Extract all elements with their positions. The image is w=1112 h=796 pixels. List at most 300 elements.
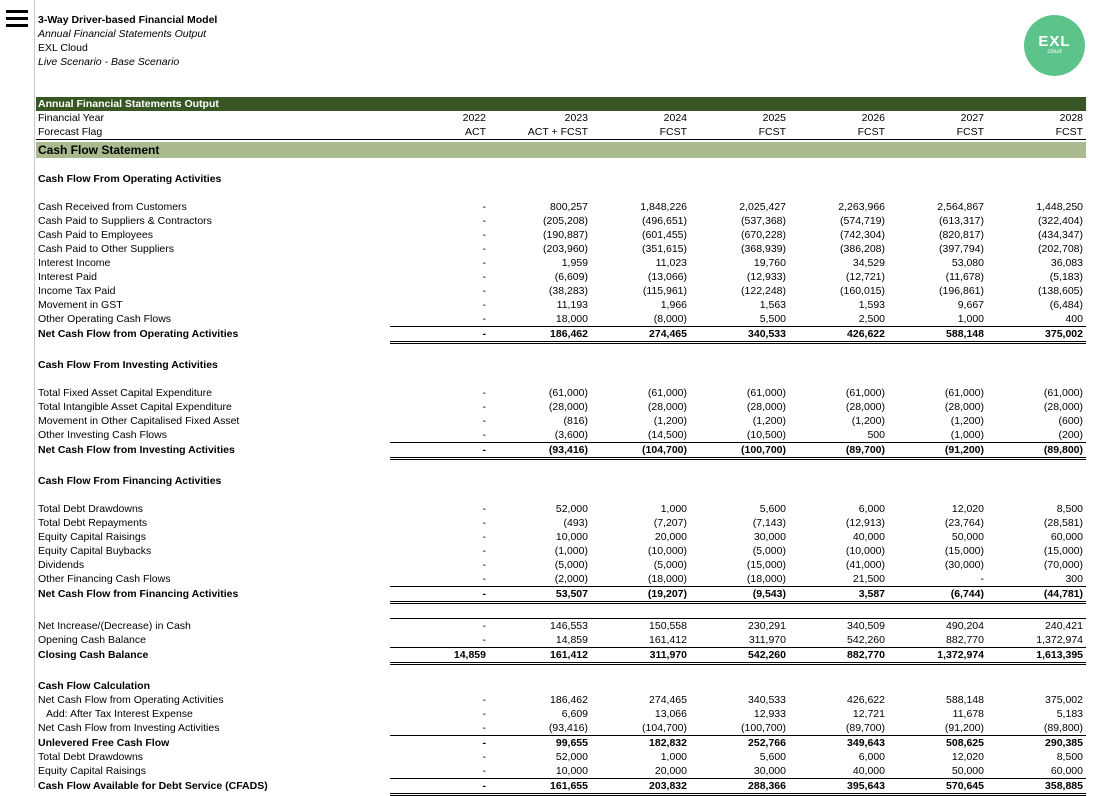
cell-value: 34,529 — [852, 257, 885, 269]
cell-value: (28,000) — [746, 401, 786, 413]
cell-value: - — [482, 444, 486, 456]
cell-value: 53,080 — [951, 257, 984, 269]
cell-value: - — [482, 215, 486, 227]
cell-value: (190,887) — [543, 229, 588, 241]
cell-value: (104,700) — [642, 722, 687, 734]
cell-value: (138,605) — [1038, 285, 1083, 297]
row-label: Cash Flow Available for Debt Service (CFADS) — [38, 780, 268, 792]
cell-value: 311,970 — [649, 649, 687, 661]
cell-value: 2,500 — [858, 313, 885, 325]
spacer — [36, 372, 1086, 386]
row-label: Other Operating Cash Flows — [38, 313, 172, 325]
cell-value: (28,000) — [548, 401, 588, 413]
cell-value: (61,000) — [746, 387, 786, 399]
cell-value: 13,066 — [654, 708, 687, 720]
cell-value: (28,000) — [944, 401, 984, 413]
cell-value: 240,421 — [1045, 620, 1083, 632]
cell-value: 300 — [1065, 573, 1083, 585]
cell-value: 60,000 — [1050, 531, 1083, 543]
cell-value: 6,000 — [858, 751, 885, 763]
row-label: Other Financing Cash Flows — [38, 573, 171, 585]
cell-value: 800,257 — [550, 201, 588, 213]
cell-value: 99,655 — [555, 737, 588, 749]
cell-value: (397,794) — [939, 243, 984, 255]
cell-value: (23,764) — [944, 517, 984, 529]
row-label: Total Debt Drawdowns — [38, 751, 144, 763]
cell-value: 161,412 — [550, 649, 588, 661]
cell-value: 6,000 — [858, 503, 885, 515]
cell-value: 21,500 — [852, 573, 885, 585]
cell-value: 161,655 — [550, 780, 588, 792]
cell-value: (368,939) — [741, 243, 786, 255]
financial-year-row — [36, 111, 1086, 125]
cell-value: (200) — [1058, 429, 1083, 441]
cell-value: 40,000 — [852, 765, 885, 777]
cell-value: - — [482, 229, 486, 241]
cell-value: (115,961) — [642, 285, 687, 297]
row-label: Total Intangible Asset Capital Expenditure — [38, 401, 232, 413]
row-label: Interest Paid — [38, 271, 97, 283]
cell-value: 6,609 — [561, 708, 588, 720]
table-row — [36, 428, 1086, 442]
cell-value: - — [482, 545, 486, 557]
cell-value: 288,366 — [748, 780, 786, 792]
cell-value: 588,148 — [946, 694, 984, 706]
cell-value: (3,600) — [554, 429, 588, 441]
spacer — [36, 460, 1086, 474]
gridline — [34, 0, 35, 788]
table-row — [36, 693, 1086, 707]
cell-value: (104,700) — [642, 444, 687, 456]
table-row — [36, 312, 1086, 326]
cell-value: 1,593 — [858, 299, 885, 311]
row-label: Net Cash Flow from Investing Activities — [38, 444, 235, 456]
cell-value: (61,000) — [548, 387, 588, 399]
cell-value: (351,615) — [642, 243, 687, 255]
cell-value: - — [482, 387, 486, 399]
cell-value: 11,678 — [952, 708, 984, 720]
cell-value: ACT + FCST — [527, 126, 588, 138]
menu-icon[interactable] — [6, 10, 28, 30]
sheet-title: Annual Financial Statements Output — [38, 98, 219, 110]
cell-value: 50,000 — [951, 531, 984, 543]
cell-value: 2,263,966 — [838, 201, 885, 213]
cell-value: 19,760 — [753, 257, 786, 269]
cell-value: (196,861) — [939, 285, 984, 297]
cell-value: (7,143) — [752, 517, 786, 529]
row-label: Net Cash Flow from Financing Activities — [38, 588, 239, 600]
cell-value: (28,000) — [1043, 401, 1083, 413]
spacer — [36, 665, 1086, 679]
cell-value: - — [482, 573, 486, 585]
cell-value: (1,200) — [653, 415, 687, 427]
row-label: Net Cash Flow from Investing Activities — [38, 722, 220, 734]
cell-value: (10,500) — [746, 429, 786, 441]
row-label: Cash Paid to Suppliers & Contractors — [38, 215, 212, 227]
cell-value: - — [482, 243, 486, 255]
cell-value: - — [482, 201, 486, 213]
cell-value: 426,622 — [847, 328, 885, 340]
cell-value: - — [482, 708, 486, 720]
cell-value: 375,002 — [1045, 328, 1083, 340]
cell-value: (8,000) — [653, 313, 687, 325]
cell-value: (434,347) — [1038, 229, 1083, 241]
row-label: Total Fixed Asset Capital Expenditure — [38, 387, 212, 399]
spacer — [36, 344, 1086, 358]
cell-value: (820,817) — [939, 229, 984, 241]
cell-value: (15,000) — [944, 545, 984, 557]
cell-value: 1,372,974 — [937, 649, 984, 661]
cell-value: 53,507 — [555, 588, 588, 600]
cell-value: 274,465 — [649, 694, 687, 706]
section-subheading — [36, 474, 1086, 488]
cell-value: 5,600 — [759, 503, 786, 515]
row-label: Equity Capital Raisings — [38, 531, 146, 543]
cell-value: 5,183 — [1056, 708, 1083, 720]
cell-value: (28,000) — [845, 401, 885, 413]
table-row — [36, 764, 1086, 778]
table-row — [36, 544, 1086, 558]
scenario-label: Live Scenario - Base Scenario — [38, 56, 180, 68]
cell-value: 490,204 — [946, 620, 984, 632]
row-label: Forecast Flag — [38, 126, 103, 138]
cell-value: 290,385 — [1045, 737, 1083, 749]
cell-value: 52,000 — [555, 503, 588, 515]
cell-value: 18,000 — [555, 313, 588, 325]
cell-value: (89,700) — [845, 444, 885, 456]
cell-value: 340,509 — [847, 620, 885, 632]
cell-value: FCST — [1055, 126, 1083, 138]
table-row — [36, 530, 1086, 544]
cell-value: 14,859 — [453, 649, 486, 661]
cell-value: 2027 — [960, 112, 984, 124]
table-row — [36, 558, 1086, 572]
cell-value: 12,933 — [753, 708, 786, 720]
cell-value: (70,000) — [1043, 559, 1083, 571]
cell-value: - — [482, 765, 486, 777]
row-label: Net Increase/(Decrease) in Cash — [38, 620, 191, 632]
cell-value: - — [482, 620, 486, 632]
row-label: Total Debt Drawdowns — [38, 503, 144, 515]
cell-value: (386,208) — [840, 243, 885, 255]
cell-value: - — [482, 503, 486, 515]
cell-value: 161,412 — [649, 634, 687, 646]
cell-value: (322,404) — [1038, 215, 1083, 227]
sheet-title-bar — [36, 97, 1086, 111]
row-label: Add: After Tax Interest Expense — [46, 708, 193, 720]
table-row — [36, 228, 1086, 242]
cell-value: (205,208) — [543, 215, 588, 227]
cell-value: (202,708) — [1038, 243, 1083, 255]
cell-value: (41,000) — [845, 559, 885, 571]
total-row — [36, 327, 1086, 341]
cell-value: (14,500) — [647, 429, 687, 441]
border-line — [390, 341, 1086, 344]
cell-value: FCST — [857, 126, 885, 138]
cell-value: (742,304) — [840, 229, 885, 241]
cell-value: 12,020 — [951, 503, 984, 515]
cell-value: 50,000 — [951, 765, 984, 777]
cell-value: (19,207) — [647, 588, 687, 600]
cell-value: 542,260 — [748, 649, 786, 661]
cell-value: 1,000 — [957, 313, 984, 325]
cell-value: (7,207) — [653, 517, 687, 529]
section-subheading — [36, 679, 1086, 693]
row-label: Total Debt Repayments — [38, 517, 148, 529]
spacer — [36, 158, 1086, 172]
section-title: Cash Flow Statement — [38, 143, 160, 157]
cell-value: - — [482, 415, 486, 427]
cell-value: (203,960) — [543, 243, 588, 255]
financial-statement-sheet — [36, 97, 1086, 796]
cell-value: 2,025,427 — [739, 201, 786, 213]
cell-value: - — [482, 271, 486, 283]
cell-value: 882,770 — [847, 649, 885, 661]
row-label: Dividends — [38, 559, 85, 571]
cell-value: 274,465 — [649, 328, 687, 340]
closing-row — [36, 648, 1086, 662]
cell-value: - — [482, 401, 486, 413]
border-line — [390, 662, 1086, 665]
cell-value: 1,448,250 — [1036, 201, 1083, 213]
table-row — [36, 386, 1086, 400]
cell-value: - — [482, 559, 486, 571]
cell-value: 2028 — [1059, 112, 1083, 124]
cell-value: 2023 — [564, 112, 588, 124]
cell-value: (30,000) — [944, 559, 984, 571]
border-line — [390, 457, 1086, 460]
cell-value: 8,500 — [1056, 503, 1083, 515]
cell-value: (5,000) — [752, 545, 786, 557]
cell-value: (5,183) — [1049, 271, 1083, 283]
subheading-label: Cash Flow From Financing Activities — [38, 475, 222, 487]
cell-value: 3,587 — [858, 588, 885, 600]
cell-value: (122,248) — [741, 285, 786, 297]
cell-value: - — [482, 531, 486, 543]
cell-value: (2,000) — [554, 573, 588, 585]
cell-value: 60,000 — [1050, 765, 1083, 777]
cell-value: 882,770 — [946, 634, 984, 646]
cell-value: 186,462 — [550, 328, 588, 340]
cell-value: (61,000) — [1043, 387, 1083, 399]
cell-value: (600) — [1058, 415, 1083, 427]
cell-value: 1,966 — [660, 299, 687, 311]
table-row — [36, 400, 1086, 414]
cell-value: 349,643 — [847, 737, 885, 749]
cell-value: (6,609) — [554, 271, 588, 283]
cell-value: (13,066) — [647, 271, 687, 283]
row-label: Equity Capital Raisings — [38, 765, 146, 777]
cell-value: - — [482, 780, 486, 792]
cell-value: (1,000) — [950, 429, 984, 441]
cell-value: (11,678) — [945, 271, 984, 283]
cell-value: (28,581) — [1043, 517, 1083, 529]
cell-value: - — [482, 257, 486, 269]
row-label: Net Cash Flow from Operating Activities — [38, 328, 239, 340]
cell-value: (160,015) — [840, 285, 885, 297]
table-row — [36, 750, 1086, 764]
cell-value: (12,721) — [845, 271, 885, 283]
cell-value: (10,000) — [845, 545, 885, 557]
cell-value: 11,193 — [556, 299, 588, 311]
cell-value: (15,000) — [746, 559, 786, 571]
cell-value: 395,643 — [847, 780, 885, 792]
subheading-label: Cash Flow From Investing Activities — [38, 359, 218, 371]
spacer — [36, 604, 1086, 618]
cell-value: (5,000) — [653, 559, 687, 571]
cell-value: 375,002 — [1045, 694, 1083, 706]
cell-value: (93,416) — [548, 722, 588, 734]
row-label: Income Tax Paid — [38, 285, 116, 297]
cell-value: (496,651) — [642, 215, 687, 227]
cell-value: 12,721 — [852, 708, 885, 720]
cell-value: (601,455) — [642, 229, 687, 241]
row-label: Opening Cash Balance — [38, 634, 146, 646]
section-subheading — [36, 172, 1086, 186]
cell-value: (1,200) — [851, 415, 885, 427]
cell-value: 30,000 — [753, 765, 786, 777]
cell-value: (28,000) — [647, 401, 687, 413]
cell-value: FCST — [956, 126, 984, 138]
cell-value: (18,000) — [647, 573, 687, 585]
cell-value: 12,020 — [951, 751, 984, 763]
cell-value: 340,533 — [748, 328, 786, 340]
cell-value: 500 — [867, 429, 885, 441]
cell-value: - — [482, 737, 486, 749]
row-label: Cash Paid to Other Suppliers — [38, 243, 174, 255]
table-row — [36, 502, 1086, 516]
cell-value: (100,700) — [741, 722, 786, 734]
cell-value: (816) — [563, 415, 588, 427]
table-row — [36, 721, 1086, 735]
total-row — [36, 443, 1086, 457]
row-label: Other Investing Cash Flows — [38, 429, 167, 441]
cell-value: (61,000) — [647, 387, 687, 399]
cell-value: 2,564,867 — [937, 201, 984, 213]
cell-value: 400 — [1065, 313, 1083, 325]
cell-value: 588,148 — [946, 328, 984, 340]
cell-value: 542,260 — [847, 634, 885, 646]
cell-value: 5,600 — [759, 751, 786, 763]
cell-value: (12,913) — [845, 517, 885, 529]
cell-value: 2026 — [861, 112, 885, 124]
cfads-row — [36, 779, 1086, 793]
cell-value: (18,000) — [746, 573, 786, 585]
row-label: Cash Paid to Employees — [38, 229, 153, 241]
cell-value: (61,000) — [944, 387, 984, 399]
cell-value: (91,200) — [944, 722, 984, 734]
cell-value: 52,000 — [555, 751, 588, 763]
cell-value: (1,200) — [752, 415, 786, 427]
cell-value: - — [482, 517, 486, 529]
cell-value: (613,317) — [939, 215, 984, 227]
table-row — [36, 414, 1086, 428]
cell-value: 1,000 — [660, 503, 687, 515]
cell-value: 14,859 — [555, 634, 588, 646]
ufcf-row — [36, 736, 1086, 750]
row-label: Movement in Other Capitalised Fixed Asset — [38, 415, 240, 427]
row-label: Movement in GST — [38, 299, 123, 311]
cell-value: 2024 — [663, 112, 687, 124]
row-label: Net Cash Flow from Operating Activities — [38, 694, 224, 706]
cell-value: 1,848,226 — [640, 201, 687, 213]
cell-value: 186,462 — [550, 694, 588, 706]
cell-value: - — [482, 285, 486, 297]
cell-value: - — [980, 573, 984, 585]
report-subtitle: Annual Financial Statements Output — [38, 28, 207, 40]
cell-value: - — [482, 429, 486, 441]
cell-value: (6,744) — [950, 588, 984, 600]
cell-value: 10,000 — [555, 765, 588, 777]
cell-value: - — [482, 694, 486, 706]
cell-value: (89,800) — [1043, 444, 1083, 456]
cell-value: (5,000) — [554, 559, 588, 571]
cell-value: - — [482, 299, 486, 311]
cell-value: (89,800) — [1043, 722, 1083, 734]
table-row — [36, 256, 1086, 270]
cell-value: 1,563 — [759, 299, 786, 311]
cell-value: (12,933) — [746, 271, 786, 283]
opening-row — [36, 633, 1086, 647]
net-change-row — [36, 619, 1086, 633]
table-row — [36, 572, 1086, 586]
cell-value: 9,667 — [957, 299, 984, 311]
cell-value: 2025 — [762, 112, 786, 124]
cell-value: - — [482, 751, 486, 763]
cell-value: (44,781) — [1043, 588, 1083, 600]
cell-value: 230,291 — [748, 620, 786, 632]
cell-value: 426,622 — [847, 694, 885, 706]
subheading-label: Cash Flow Calculation — [38, 680, 151, 692]
cell-value: 1,000 — [660, 751, 687, 763]
cell-value: 11,023 — [655, 257, 687, 269]
cell-value: 20,000 — [654, 531, 687, 543]
cell-value: 150,558 — [649, 620, 687, 632]
cell-value: (537,368) — [741, 215, 786, 227]
cell-value: ACT — [465, 126, 486, 138]
section-bar — [36, 142, 1086, 158]
table-row — [36, 707, 1086, 721]
cell-value: 36,083 — [1050, 257, 1083, 269]
cell-value: 340,533 — [748, 694, 786, 706]
row-label: Financial Year — [38, 112, 104, 124]
total-row — [36, 587, 1086, 601]
cell-value: 311,970 — [748, 634, 786, 646]
cell-value: 182,832 — [649, 737, 687, 749]
cell-value: 20,000 — [654, 765, 687, 777]
cell-value: - — [482, 313, 486, 325]
cell-value: 146,553 — [550, 620, 588, 632]
cell-value: 1,959 — [561, 257, 588, 269]
cell-value: 10,000 — [555, 531, 588, 543]
spacer — [36, 488, 1086, 502]
company-name: EXL Cloud — [38, 42, 88, 54]
cell-value: 30,000 — [753, 531, 786, 543]
cell-value: 8,500 — [1056, 751, 1083, 763]
cell-value: 358,885 — [1045, 780, 1083, 792]
cell-value: (1,000) — [554, 545, 588, 557]
cell-value: - — [482, 722, 486, 734]
model-title: 3-Way Driver-based Financial Model — [38, 14, 218, 26]
cell-value: 508,625 — [946, 737, 984, 749]
table-row — [36, 284, 1086, 298]
report-header — [38, 13, 217, 69]
row-label: Unlevered Free Cash Flow — [38, 737, 170, 749]
cell-value: (10,000) — [647, 545, 687, 557]
forecast-flag-row — [36, 125, 1086, 140]
border-line — [390, 601, 1086, 604]
row-label: Equity Capital Buybacks — [38, 545, 152, 557]
